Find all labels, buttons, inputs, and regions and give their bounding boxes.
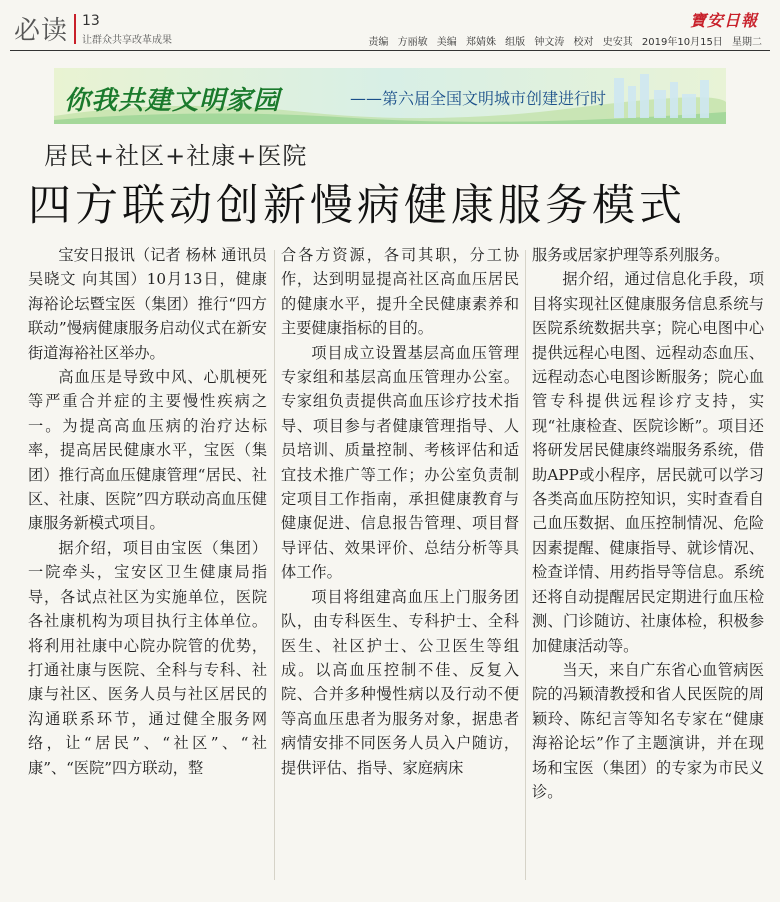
- column-divider: [274, 250, 275, 880]
- paragraph: 当天，来自广东省心血管病医院的冯颖清教授和省人民医院的周颖玲、陈纪言等知名专家在“健康海裕论坛”作了主题演讲，并在现场和宝医（集团）的专家为市民义诊。: [532, 660, 764, 801]
- section-name: 必读: [14, 16, 69, 46]
- banner-title: 你我共建文明家园: [64, 86, 281, 116]
- article-subhead: 居民+社区+社康+医院: [44, 142, 308, 170]
- editor-label: 责编: [368, 37, 389, 48]
- section-divider: [74, 14, 76, 44]
- layout-name: 钟文涛: [534, 37, 565, 48]
- layout-label: 组版: [505, 37, 526, 48]
- header-rule: [10, 50, 770, 51]
- paragraph: 据介绍，通过信息化手段，项目将实现社区健康服务信息系统与医院系统数据共享；院心电图中心提供远程心电图、远程动态血压、远程动态心电图诊断服务；院心血管专科提供远程诊疗支持，实现“社康检查、医院诊断”。项目还将研发居民健康终端服务系统，借助APP或小程序，居民就可以学习各类高血压防控知识，实时查看自己血压数据、血压控制情况、危险因素提醒、健康指导、就诊情况、检查详情、用药指导等信息。系统还将自动提醒居民定期进行血压检测、门诊随访、社康体检，积极参加健康活动等。: [532, 270, 764, 655]
- campaign-banner: [54, 68, 726, 124]
- section-slogan: 让群众共享改革成果: [82, 35, 172, 46]
- paragraph: 服务或居家护理等系列服务。: [532, 246, 730, 264]
- banner-subtitle: ——第六届全国文明城市创建进行时: [350, 89, 607, 108]
- article-column-3: [532, 243, 764, 804]
- page-number: 13: [82, 13, 100, 29]
- issue-date: 2019年10月15日: [641, 37, 723, 48]
- designer-name: 郑婧姝: [465, 37, 496, 48]
- designer-label: 美编: [436, 37, 457, 48]
- paragraph: 高血压是导致中风、心肌梗死等严重合并症的主要慢性疾病之一。为提高高血压病的治疗达标率，提高居民健康水平，宝医（集团）推行高血压健康管理“居民、社区、社康、医院”四方联动高血压健康服务新模式项目。: [28, 368, 267, 533]
- article-column-2: [281, 243, 519, 780]
- page-header: [0, 0, 780, 50]
- editorial-credits: [362, 33, 762, 48]
- editor-name: 方丽敏: [397, 37, 428, 48]
- paragraph: 据介绍，项目由宝医（集团）一院牵头，宝安区卫生健康局指导，各试点社区为实施单位，医院各社康机构为项目执行主体单位。将利用社康中心院办院管的优势，打通社康与医院、全科与专科、社康与社区、医务人员与社区居民的沟通联系环节，通过健全服务网络，让“居民”、“社区”、“社康”、“医院”四方联动，整: [28, 538, 267, 777]
- article-headline: 四方联动创新慢病健康服务模式: [28, 181, 686, 231]
- newspaper-logo: 寶安日報: [689, 11, 758, 30]
- paragraph: 项目成立设置基层高血压管理专家组和基层高血压管理办公室。专家组负责提供高血压诊疗技术指导、项目参与者健康管理指导、人员培训、质量控制、考核评估和适宜技术推广等工作；办公室负责制定项目工作指南，承担健康教育与健康促进、信息报告管理、项目督导评估、效果评价、总结分析等具体工作。: [281, 343, 519, 582]
- paragraph: 项目将组建高血压上门服务团队，由专科医生、专科护士、全科医生、社区护士、公卫医生等组成。以高血压控制不佳、反复入院、合并多种慢性病以及行动不便等高血压患者为服务对象，据患者病情安排不同医务人员入户随访，提供评估、指导、家庭病床: [281, 587, 519, 777]
- proof-name: 史安其: [602, 37, 633, 48]
- article-column-1: [28, 243, 267, 780]
- paragraph: 宝安日报讯（记者 杨林 通讯员 吴晓文 向其国）10月13日，健康海裕论坛暨宝医（集团）推行“四方联动”慢病健康服务启动仪式在新安街道海裕社区举办。: [28, 246, 267, 362]
- paragraph: 合各方资源，各司其职，分工协作，达到明显提高社区高血压居民的健康水平，提升全民健康素养和主要健康指标的目的。: [281, 246, 519, 338]
- column-divider: [525, 250, 526, 880]
- proof-label: 校对: [573, 37, 594, 48]
- issue-weekday: 星期二: [732, 37, 762, 48]
